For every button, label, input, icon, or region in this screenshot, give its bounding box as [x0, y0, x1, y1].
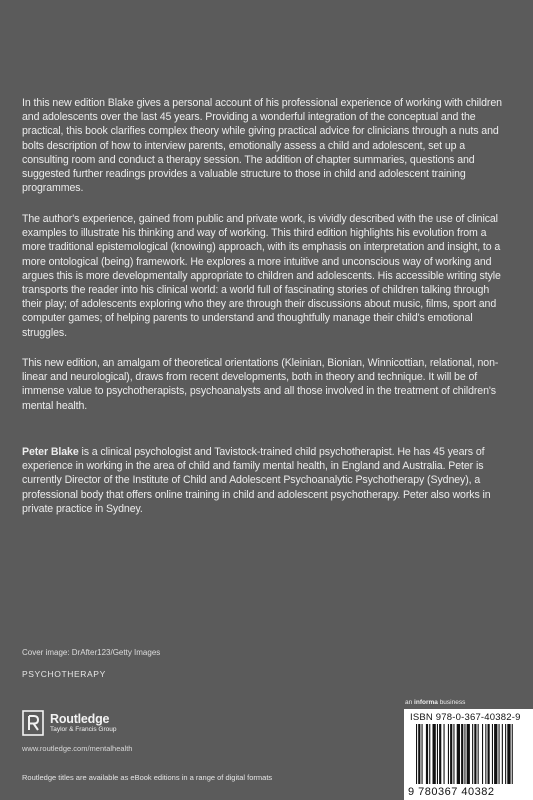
publisher-logo: [22, 710, 116, 736]
description-paragraph-1: In this new edition Blake gives a personal account of his professional experience of working with children and adolescents over the last 45 years. Providing a wonderful integration of the conceptual and the practical, this book clarifies complex theory while giving practical advice for clinicians through a nuts and bolts description of how to interview parents, emotionally assess a child and adolescent, set up a consulting room and conduct a therapy session. The addition of chapter summaries, questions and suggested further readings provides a valuable structure to those in child and adolescent training programmes.: [22, 97, 502, 195]
barcode-bar: [502, 724, 503, 784]
barcode-bar: [474, 724, 476, 784]
isbn-label: ISBN 978-0-367-40382-9: [410, 712, 521, 723]
barcode-bar: [505, 724, 506, 784]
barcode-bar: [422, 724, 423, 784]
barcode-bar: [433, 724, 436, 784]
author-name: Peter Blake: [22, 446, 79, 458]
barcode-bar: [507, 724, 510, 784]
ebook-note: Routledge titles are available as eBook editions in a range of digital formats: [22, 773, 273, 782]
barcode-bar: [461, 724, 463, 784]
barcode-bar: [467, 724, 470, 784]
barcode-bar: [444, 724, 445, 784]
informa-word: informa: [414, 699, 438, 706]
barcode-bar: [494, 724, 497, 784]
barcode-bar: [437, 724, 438, 784]
informa-prefix: an: [405, 699, 415, 706]
barcode-bar: [478, 724, 479, 784]
author-bio: [22, 445, 512, 516]
barcode-bar: [485, 724, 486, 784]
barcode-bar: [416, 724, 417, 784]
barcode-bar: [448, 724, 449, 784]
barcode-bar: [482, 724, 483, 784]
barcode-bars: [404, 709, 533, 800]
barcode-bar: [439, 724, 441, 784]
barcode-bar: [499, 724, 500, 784]
publisher-website-link[interactable]: www.routledge.com/mentalhealth: [22, 744, 133, 753]
barcode-bar: [488, 724, 490, 784]
barcode-bar: [453, 724, 454, 784]
barcode-bar: [418, 724, 420, 784]
barcode-bar: [492, 724, 493, 784]
subject-category: PSYCHOTHERAPY: [22, 669, 106, 679]
author-bio-text: is a clinical psychologist and Tavistock-trained child psychotherapist. He has 45 years of experience in working in the area of child and family mental health, in England and Australia. Peter is currently Director of the Institute of Child and Adolescent Psychoanalytic Psychotherapy (Sydney), a professional body that offers online training in child and adolescent psychotherapy. Peter also works in private practice in Sydney.: [22, 446, 491, 515]
barcode-digits: 9 780367 40382: [408, 786, 495, 798]
description-paragraph-3: This new edition, an amalgam of theoretical orientations (Kleinian, Bionian, Winnicottian, relational, non-linear and neurological), draws from recent developments, both in theory and technique. It will be of immense value to psychotherapists, psychoanalysts and all those involved in the treatment of children's mental health.: [22, 357, 499, 412]
publisher-group: Taylor & Francis Group: [50, 725, 117, 733]
barcode-bar: [464, 724, 465, 784]
barcode-bar: [429, 724, 430, 784]
cover-image-credit: Cover image: DrAfter123/Getty Images: [22, 648, 161, 657]
barcode-bar: [426, 724, 428, 784]
routledge-logo-icon: [22, 710, 44, 736]
isbn-barcode: [404, 709, 533, 800]
publisher-name: Routledge: [50, 711, 110, 726]
description-paragraph-2: The author's experience, gained from public and private work, is vividly described with the use of clinical examples to illustrate his thinking and way of working. This third edition highlights his evolution from a more traditional epistemological (knowing) approach, with its emphasis on interpretation and insight, to a more ontological (being) framework. He explores a more intuitive and unconscious way of working and argues this is more developmentally appropriate to children and adolescents. His accessible writing style transports the reader into his clinical world: a world full of fascinating stories of children talking through their play; of adolescents exploring who they are through their discussions about music, films, sport and computer games; of helping parents to understand and thoughtfully manage their child's emotional struggles.: [22, 213, 501, 339]
barcode-bar: [472, 724, 473, 784]
informa-business-label: [405, 699, 465, 706]
barcode-bar: [450, 724, 452, 784]
barcode-bar: [512, 724, 513, 784]
informa-suffix: business: [437, 699, 466, 706]
barcode-bar: [457, 724, 460, 784]
